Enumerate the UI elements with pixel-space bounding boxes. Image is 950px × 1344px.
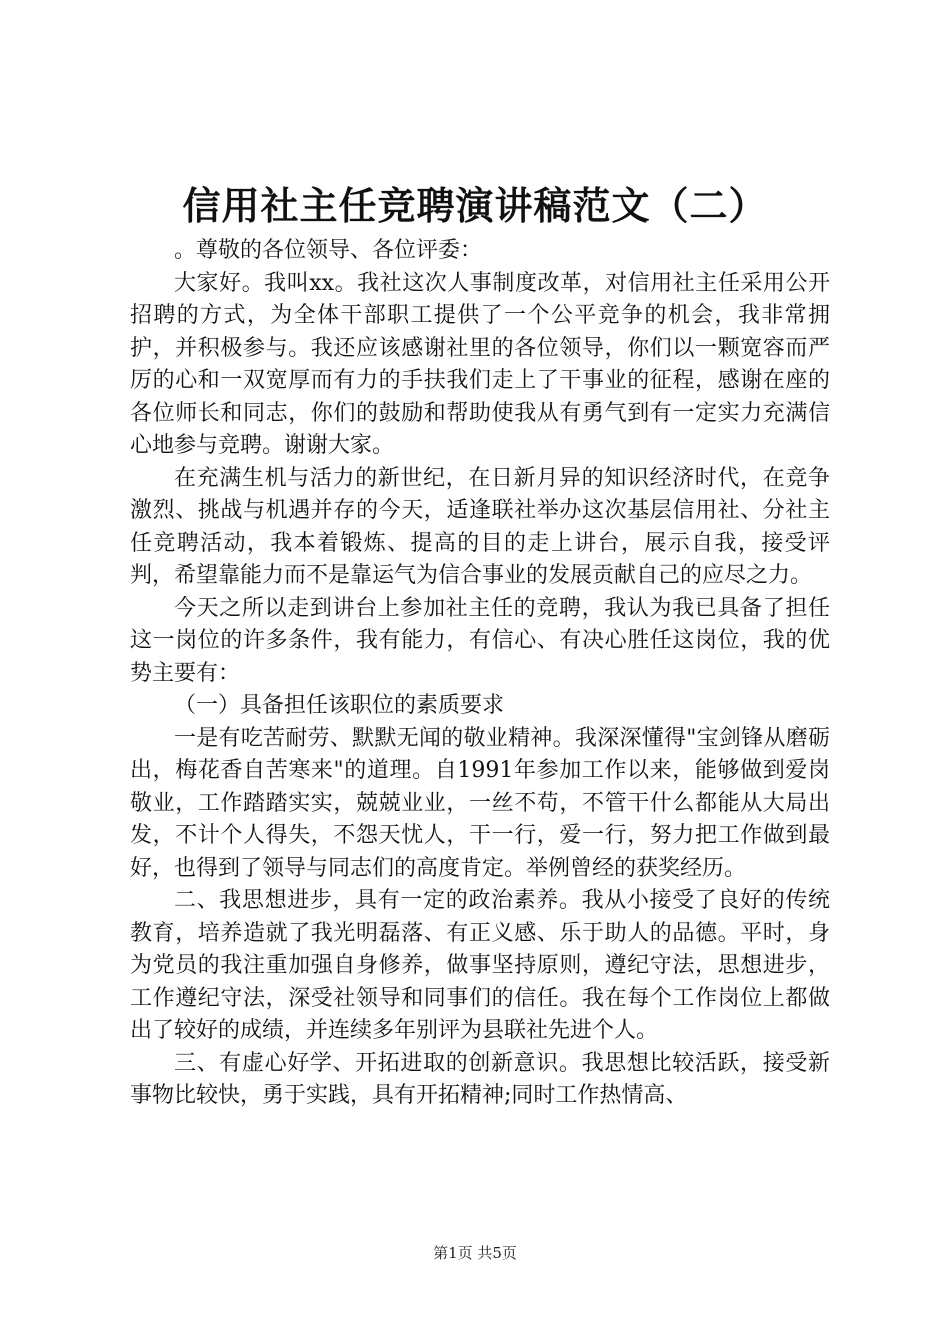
section-heading: （一）具备担任该职位的素质要求 — [174, 693, 505, 718]
page-footer: 第1页 共5页 — [433, 1244, 517, 1262]
body-paragraph: 三、有虚心好学、开拓进取的创新意识。我思想比较活跃，接受新事物比较快，勇于实践，具有开拓精神;同时工作热情高、 — [130, 1050, 830, 1108]
body-paragraph: 二、我思想进步，具有一定的政治素养。我从小接受了良好的传统教育，培养造就了我光明磊落、有正义感、乐于助人的品德。平时，身为党员的我注重加强自身修养，做事坚持原则，遵纪守法，思想进步，工作遵纪守法，深受社领导和同事们的信任。我在每个工作岗位上都做出了较好的成绩，并连续多年别评为县联社先进个人。 — [130, 888, 830, 1043]
salutation-paragraph: 。尊敬的各位领导、各位评委： — [174, 238, 483, 263]
document-body — [130, 235, 830, 1113]
body-paragraph: 大家好。我叫xx。我社这次人事制度改革，对信用社主任采用公开招聘的方式，为全体干部职工提供了一个公平竞争的机会，我非常拥护，并积极参与。我还应该感谢社里的各位领导，你们以一颗宽容而严厉的心和一双宽厚而有力的手扶我们走上了干事业的征程，感谢在座的各位师长和同志，你们的鼓励和帮助使我从有勇气到有一定实力充满信心地参与竞聘。谢谢大家。 — [130, 270, 830, 458]
document-title: 信用社主任竞聘演讲稿范文（二） — [182, 183, 768, 228]
body-paragraph: 一是有吃苦耐劳、默默无闻的敬业精神。我深深懂得"宝剑锋从磨砺出，梅花香自苦寒来"的道理。自1991年参加工作以来，能够做到爱岗敬业，工作踏踏实实，兢兢业业，一丝不苟，不管干什么都能从大局出发，不计个人得失，不怨天忧人，干一行，爱一行，努力把工作做到最好，也得到了领导与同志们的高度肯定。举例曾经的获奖经历。 — [130, 725, 830, 881]
body-paragraph: 今天之所以走到讲台上参加社主任的竞聘，我认为我已具备了担任这一岗位的许多条件，我有能力，有信心、有决心胜任这岗位，我的优势主要有： — [130, 595, 830, 686]
body-paragraph: 在充满生机与活力的新世纪，在日新月异的知识经济时代，在竞争激烈、挑战与机遇并存的今天，适逢联社举办这次基层信用社、分社主任竞聘活动，我本着锻炼、提高的目的走上讲台，展示自我，接受评判，希望靠能力而不是靠运气为信合事业的发展贡献自己的应尽之力。 — [130, 465, 830, 588]
